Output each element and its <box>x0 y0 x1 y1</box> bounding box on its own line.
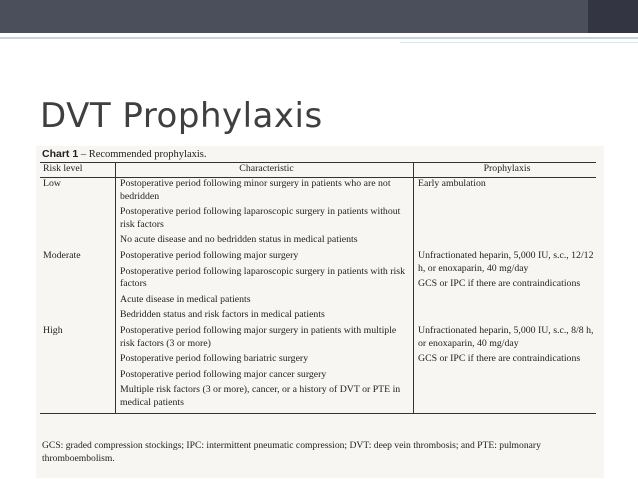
characteristic-item: Acute disease in medical patients <box>120 293 251 305</box>
header-risk-level: Risk level <box>40 163 116 177</box>
prophylaxis-item: Unfractionated heparin, 5,000 IU, s.c., 12/12 h, or enoxaparin, 40 mg/day <box>418 249 594 274</box>
prophylaxis-item: GCS or IPC if there are contraindications <box>418 278 581 290</box>
characteristic-item: Postoperative period following major cancer surgery <box>120 368 327 380</box>
chart-caption <box>42 148 207 160</box>
chart-caption-text: – Recommended prophylaxis. <box>78 149 207 160</box>
header-characteristic: Characteristic <box>116 163 414 177</box>
characteristic-item: Postoperative period following major surgery in patients with multiple risk factors (3 or more) <box>120 324 397 349</box>
characteristic-cell <box>116 250 414 325</box>
risk-level-cell: High <box>40 325 116 413</box>
characteristic-item: Multiple risk factors (3 or more), cancer, or a history of DVT or PTE in medical patients <box>120 384 401 408</box>
slide-title: DVT Prophylaxis <box>40 96 323 136</box>
characteristic-item: No acute disease and no bedridden status in medical patients <box>120 234 358 246</box>
top-banner-corner <box>588 0 638 33</box>
table-row <box>40 178 596 250</box>
table-row <box>40 325 596 413</box>
risk-level-cell: Moderate <box>40 250 116 325</box>
prophylaxis-item: Early ambulation <box>418 178 486 189</box>
chart-image <box>36 146 604 478</box>
characteristic-item: Postoperative period following bariatric surgery <box>120 353 309 365</box>
top-banner <box>0 0 638 33</box>
prophylaxis-item: Unfractionated heparin, 5,000 IU, s.c., 8/8 h, or enoxaparin, 40 mg/day <box>418 324 594 349</box>
prophylaxis-item: GCS or IPC if there are contraindications <box>418 353 581 365</box>
characteristic-item: Postoperative period following minor surgery in patients who are not bedridden <box>120 178 391 202</box>
table-row <box>40 250 596 325</box>
prophylaxis-cell <box>414 250 596 325</box>
risk-level-cell: Low <box>40 178 116 250</box>
characteristic-item: Postoperative period following laparoscopic surgery in patients without risk factors <box>120 206 401 230</box>
characteristic-item: Postoperative period following laparoscopic surgery in patients with risk factors <box>120 265 405 290</box>
prophylaxis-table <box>40 162 596 414</box>
table-footnote: GCS: graded compression stockings; IPC: intermittent pneumatic compression; DVT: deep vein thrombosis; and PTE: pulmonary thromboembolism. <box>42 440 541 464</box>
characteristic-item: Bedridden status and risk factors in medical patients <box>120 309 325 321</box>
characteristic-cell <box>116 178 414 250</box>
characteristic-cell <box>116 325 414 413</box>
chart-caption-label: Chart 1 <box>42 148 79 160</box>
header-prophylaxis: Prophylaxis <box>483 163 531 174</box>
divider-line-secondary <box>400 42 638 43</box>
prophylaxis-cell <box>414 325 596 413</box>
table-header <box>40 163 596 178</box>
characteristic-item: Postoperative period following major surgery <box>120 249 299 261</box>
prophylaxis-cell <box>414 178 596 250</box>
divider-line <box>0 37 638 39</box>
